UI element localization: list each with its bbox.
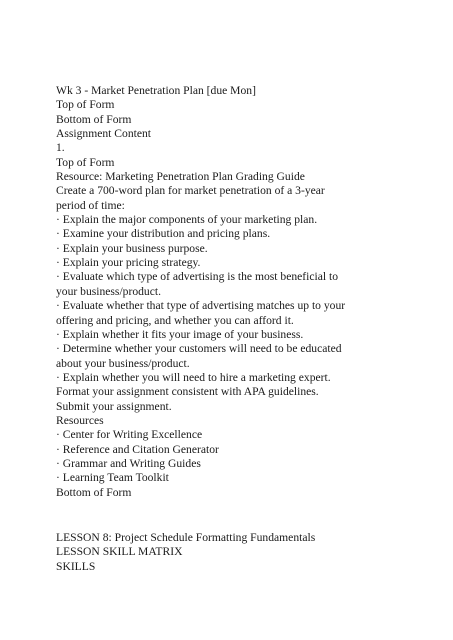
bullet-item: · Determine whether your customers will need to be educated: [56, 342, 342, 356]
bullet-item: · Explain whether it fits your image of your business.: [56, 327, 304, 341]
form-marker-bottom: Bottom of Form: [56, 485, 132, 499]
bullet-item: · Evaluate whether that type of advertising matches up to your: [56, 299, 346, 313]
document-title: Wk 3 - Market Penetration Plan [due Mon]: [56, 84, 256, 97]
resource-item: · Learning Team Toolkit: [56, 471, 169, 485]
bullet-item-continuation: offering and pricing, and whether you can afford it.: [56, 313, 294, 327]
form-marker-top: Top of Form: [56, 155, 115, 169]
bullet-item: · Explain your business purpose.: [56, 241, 208, 255]
form-marker-top: Top of Form: [56, 98, 115, 112]
bullet-item: · Explain the major components of your marketing plan.: [56, 213, 318, 227]
section-heading-assignment: Assignment Content: [56, 127, 152, 141]
bullet-item: · Evaluate which type of advertising is the most beneficial to: [56, 270, 339, 284]
bullet-item: · Examine your distribution and pricing plans.: [56, 227, 271, 241]
bullet-item: · Explain whether you will need to hire a marketing expert.: [56, 370, 331, 384]
instruction-line: Submit your assignment.: [56, 399, 172, 413]
resource-line: Resource: Marketing Penetration Plan Grading Guide: [56, 170, 305, 184]
instruction-line: period of time:: [56, 198, 125, 212]
instruction-line: Format your assignment consistent with APA guidelines.: [56, 385, 319, 399]
skills-heading: SKILLS: [56, 559, 96, 573]
resource-item: · Grammar and Writing Guides: [56, 456, 201, 470]
lesson-skill-matrix-heading: LESSON SKILL MATRIX: [56, 545, 183, 559]
form-marker-bottom: Bottom of Form: [56, 112, 132, 126]
assignment-text-block: [56, 84, 436, 500]
list-number: 1.: [56, 141, 65, 155]
bullet-item-continuation: about your business/product.: [56, 356, 190, 370]
resource-item: · Center for Writing Excellence: [56, 428, 203, 442]
instruction-line: Create a 700-word plan for market penetration of a 3-year: [56, 184, 325, 198]
section-heading-resources: Resources: [56, 413, 104, 427]
bullet-item: · Explain your pricing strategy.: [56, 256, 201, 270]
resource-item: · Reference and Citation Generator: [56, 442, 219, 456]
lesson-text-block: [56, 531, 436, 574]
bullet-item-continuation: your business/product.: [56, 284, 161, 298]
lesson-title: LESSON 8: Project Schedule Formatting Fundamentals: [56, 531, 316, 544]
